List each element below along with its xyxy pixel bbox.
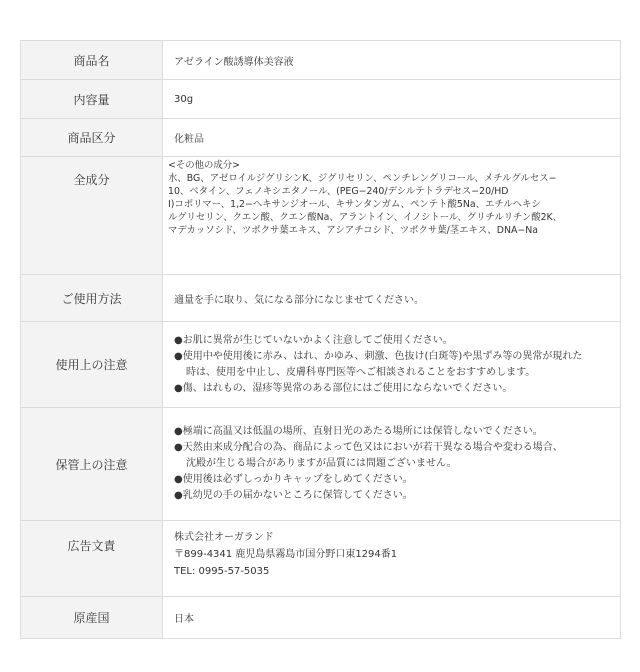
label-product-name: 商品名 xyxy=(21,41,163,80)
label-content-volume: 内容量 xyxy=(21,80,163,119)
value-origin: 日本 xyxy=(163,597,621,639)
ingredients-line: <その他の成分> xyxy=(168,160,240,171)
responsible-line: TEL: 0995-57-5035 xyxy=(174,566,270,577)
value-cautions xyxy=(163,322,621,408)
ingredients-line: I)コポリマー、1,2−ヘキサンジオール、キサンタンガム、ペンテト酸5Na、エチルヘキシ xyxy=(168,199,541,210)
storage-line: ●極端に高温又は低温の場所、直射日光のあたる場所には保管しないでください。 xyxy=(174,426,543,437)
caution-line: ●傷、はれもの、湿疹等異常のある部位にはご使用にならないでください。 xyxy=(174,382,513,394)
value-category: 化粧品 xyxy=(163,119,621,157)
storage-line: ●乳幼児の手の届かないところに保管してください。 xyxy=(174,490,413,501)
ingredients-line: ルグリセリン、クエン酸、クエン酸Na、アラントイン、イノシトール、グリチルリチン酸2K、 xyxy=(168,212,563,223)
row-storage xyxy=(21,408,621,521)
caution-line: ●使用中や使用後に赤み、はれ、かゆみ、刺激、色抜け(白斑等)や黒ずみ等の異常が現れた xyxy=(174,350,583,362)
label-responsible: 広告文責 xyxy=(21,521,163,597)
ingredients-line: 水、BG、アゼロイルジグリシンK、ジグリセリン、ペンチレングリコール、メチルグルセス− xyxy=(168,173,557,184)
caution-line: ●お肌に異常が生じていないかよく注意してご使用ください。 xyxy=(174,334,453,346)
label-ingredients: 全成分 xyxy=(21,157,163,275)
row-ingredients xyxy=(21,157,621,275)
caution-line: 時は、使用を中止し、皮膚科専門医等へご相談されることをおすすめします。 xyxy=(186,366,536,378)
row-cautions xyxy=(21,322,621,408)
row-product-name xyxy=(21,41,621,80)
row-content-volume xyxy=(21,80,621,119)
label-cautions: 使用上の注意 xyxy=(21,322,163,408)
value-product-name: アゼライン酸誘導体美容液 xyxy=(163,41,621,80)
label-storage: 保管上の注意 xyxy=(21,408,163,521)
label-category: 商品区分 xyxy=(21,119,163,157)
value-usage: 適量を手に取り、気になる部分になじませてください。 xyxy=(163,275,621,322)
row-usage xyxy=(21,275,621,322)
row-category xyxy=(21,119,621,157)
product-spec-table xyxy=(20,40,621,639)
value-ingredients xyxy=(163,157,621,275)
value-content-volume: 30g xyxy=(163,80,621,119)
label-origin: 原産国 xyxy=(21,597,163,639)
responsible-line: 〒899-4341 鹿児島県霧島市国分野口東1294番1 xyxy=(174,549,398,560)
row-responsible xyxy=(21,521,621,597)
value-storage xyxy=(163,408,621,521)
ingredients-line: マデカッソシド、ツボクサ葉エキス、アシアチコシド、ツボクサ葉/茎エキス、DNA−Na xyxy=(168,225,539,236)
ingredients-line: 10、ベタイン、フェノキシエタノール、(PEG−240/デシルテトラデセス−20/HD xyxy=(168,186,509,197)
row-origin xyxy=(21,597,621,639)
storage-line: ●天然由来成分配合の為、商品によって色又はにおいが若干異なる場合や変わる場合、 xyxy=(174,442,563,453)
value-responsible xyxy=(163,521,621,597)
storage-line: ●使用後は必ずしっかりキャップをしめてください。 xyxy=(174,474,413,485)
responsible-line: 株式会社オーガランド xyxy=(174,532,274,543)
storage-line: 沈殿が生じる場合がありますが品質には問題ございません。 xyxy=(186,458,457,469)
label-usage: ご使用方法 xyxy=(21,275,163,322)
